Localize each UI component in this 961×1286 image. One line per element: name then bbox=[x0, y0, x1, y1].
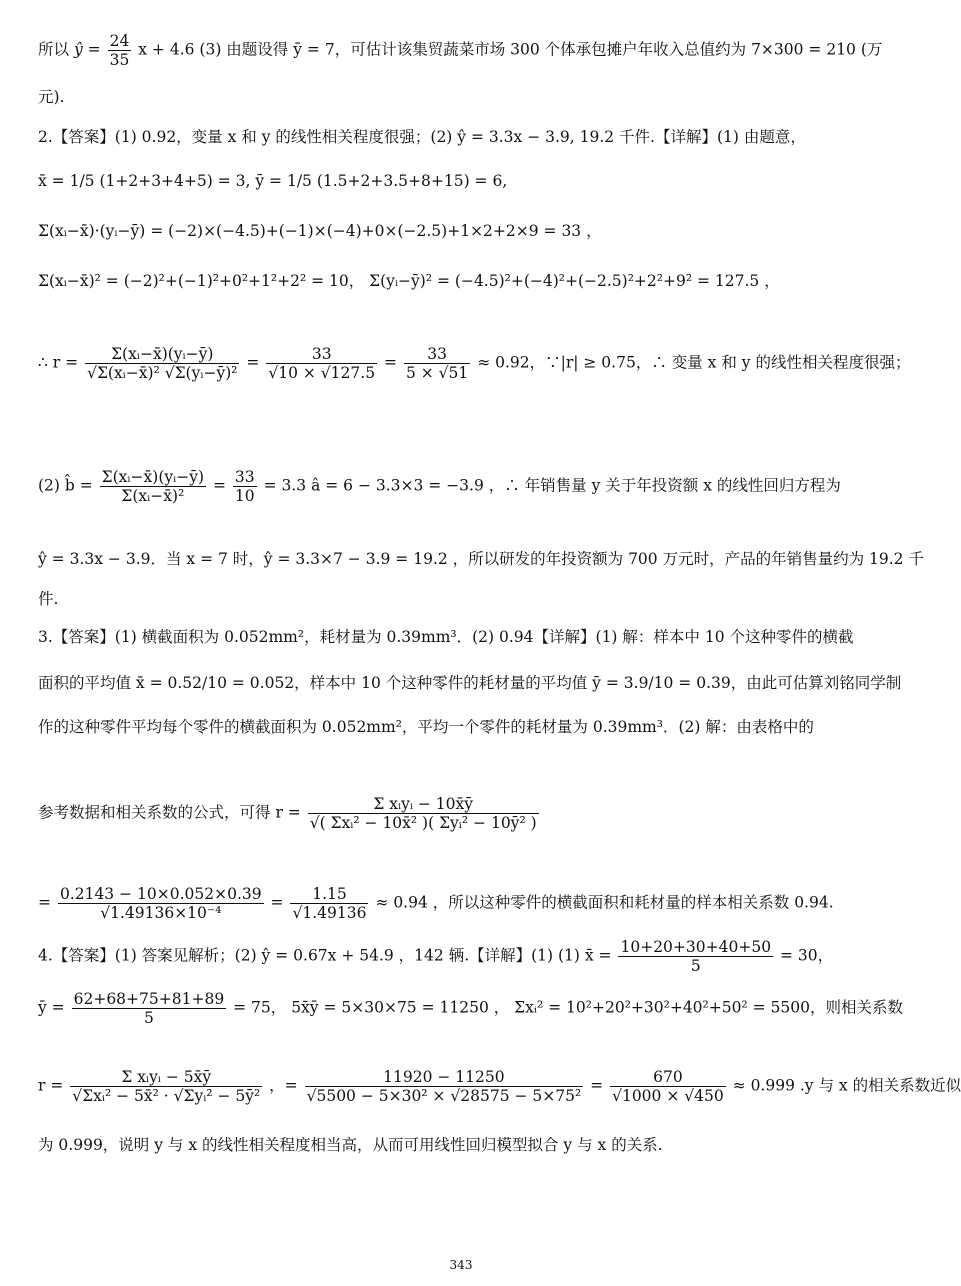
text-line: 面积的平均值 x̄ = 0.52/10 = 0.052，样本中 10 个这种零件的耗材量的平均值 ȳ = 3.9/10 = 0.39，由此可估算刘铭同学制 bbox=[38, 674, 902, 692]
fraction: $\frac{11920 - 11250}{\text{√5500 − 5×30² × √28575 − 5×75²}}$ bbox=[306, 1068, 582, 1105]
fraction: $\frac{0.2143 - 10\times 0.052\times 0.39}{\text{√1.49136×10⁻⁴}}$ bbox=[59, 885, 262, 922]
answer-2-heading: 2.【答案】(1) 0.92，变量 x 和 y 的线性相关程度很强；(2) ŷ = 3.3x − 3.9, 19.2 千件.【详解】(1) 由题意， bbox=[38, 128, 806, 146]
page-number: 343 bbox=[449, 1258, 473, 1272]
fraction: $\frac{670}{√1000 \times √450}$ bbox=[612, 1068, 724, 1105]
fraction: $\frac{\text{Σ(xᵢ−x̄)(yᵢ−ȳ)}}{\text{√Σ(xᵢ−x̄)² √Σ(yᵢ−ȳ)²}}$ bbox=[87, 345, 238, 382]
math-line: x̄ = 1/5 (1+2+3+4+5) = 3, ȳ = 1/5 (1.5+2+3.5+8+15) = 6, bbox=[38, 172, 508, 190]
text-line: 作的这种零件平均每个零件的横截面积为 0.052mm²，平均一个零件的耗材量为 0.39mm³．(2) 解：由表格中的 bbox=[38, 718, 814, 736]
text-line: 件. bbox=[38, 590, 59, 608]
fraction: $\frac{\text{Σ xᵢyᵢ − 10x̄ȳ}}{\text{√( Σxᵢ² − 10x̄² )( Σyᵢ² − 10ȳ² )}}$ bbox=[309, 795, 537, 832]
fraction: $\frac{62+68+75+81+89}{5}$ bbox=[73, 990, 225, 1027]
answer-4-heading: 4.【答案】(1) 答案见解析；(2) ŷ = 0.67x + 54.9 ，142 辆.【详解】(1) (1) x̄ = $\frac{10+20+30+40+50}{5}$ = 30， bbox=[38, 938, 834, 975]
fraction: $\frac{\text{Σ(xᵢ−x̄)(yᵢ−ȳ)}}{\text{Σ(xᵢ−x̄)²}}$ bbox=[101, 468, 205, 505]
correlation-line: r = $\frac{\text{Σ xᵢyᵢ − 5x̄ȳ}}{\text{√Σxᵢ² − 5x̄² · √Σyᵢ² − 5ȳ²}}$ ，= $\frac{11920 - 11250}{\text{√5500 − 5×30² × √28575 − 5×75²}}$ = $\frac{670}{√1000 \times √450}$ ≈ 0.999 .y 与 x 的相关系数近似 bbox=[38, 1068, 961, 1105]
answer-3-heading: 3.【答案】(1) 横截面积为 0.052mm²，耗材量为 0.39mm³．(2) 0.94【详解】(1) 解：样本中 10 个这种零件的横截 bbox=[38, 628, 854, 646]
text-line: 为 0.999，说明 y 与 x 的线性相关程度相当高，从而可用线性回归模型拟合 y 与 x 的关系. bbox=[38, 1136, 663, 1154]
formula-line: 参考数据和相关系数的公式，可得 r = $\frac{\text{Σ xᵢyᵢ − 10x̄ȳ}}{\text{√( Σxᵢ² − 10x̄² )( Σyᵢ² − 10ȳ² )}}$ bbox=[38, 795, 537, 832]
regression-coef-line: (2) b̂ = $\frac{\text{Σ(xᵢ−x̄)(yᵢ−ȳ)}}{\text{Σ(xᵢ−x̄)²}}$ = $\frac{33}{10}$ = 3.3 â = 6 − 3.3×3 = −3.9 ，∴ 年销售量 y 关于年投资额 x 的线性回归方程为 bbox=[38, 468, 841, 505]
math-line: Σ(xᵢ−x̄)² = (−2)²+(−1)²+0²+1²+2² = 10， Σ(yᵢ−ȳ)² = (−4.5)²+(−4)²+(−2.5)²+2²+9² = 127.5 ， bbox=[38, 272, 780, 290]
fraction: $\frac{33}{√10 \times √127.5}$ bbox=[268, 345, 376, 382]
correlation-line: ∴ r = $\frac{\text{Σ(xᵢ−x̄)(yᵢ−ȳ)}}{\text{√Σ(xᵢ−x̄)² √Σ(yᵢ−ȳ)²}}$ = $\frac{33}{√10 \times √127.5}$ = $\frac{33}{5 \times √51}$ ≈ 0.92，∵|r| ≥ 0.75，∴ 变量 x 和 y 的线性相关程度很强； bbox=[38, 345, 911, 382]
fraction: $\frac{33}{10}$ bbox=[234, 468, 255, 505]
fraction: $\frac{\text{Σ xᵢyᵢ − 5x̄ȳ}}{\text{√Σxᵢ² − 5x̄² · √Σyᵢ² − 5ȳ²}}$ bbox=[72, 1068, 261, 1105]
text-line: ŷ = 3.3x − 3.9．当 x = 7 时，ŷ = 3.3×7 − 3.9 = 19.2 ，所以研发的年投资额为 700 万元时，产品的年销售量约为 19.2 千 bbox=[38, 550, 924, 568]
fraction: $\frac{10+20+30+40+50}{5}$ bbox=[620, 938, 772, 975]
calculation-line: = $\frac{0.2143 - 10\times 0.052\times 0.39}{\text{√1.49136×10⁻⁴}}$ = $\frac{1.15}{√1.49136}$ ≈ 0.94 ，所以这种零件的横截面积和耗材量的样本相关系数 0.94. bbox=[38, 885, 834, 922]
fraction: $\frac{24}{35}$ bbox=[109, 32, 130, 69]
fraction: $\frac{33}{5 \times √51}$ bbox=[405, 345, 469, 382]
text-line: 所以 ŷ = $\frac{24}{35}$ x + 4.6 (3) 由题设得 ȳ = 7，可估计该集贸蔬菜市场 300 个体承包摊户年收入总值约为 7×300 = 210 (万 bbox=[38, 32, 883, 69]
text-line: 元). bbox=[38, 88, 65, 106]
math-line: Σ(xᵢ−x̄)·(yᵢ−ȳ) = (−2)×(−4.5)+(−1)×(−4)+0×(−2.5)+1×2+2×9 = 33 ， bbox=[38, 222, 602, 240]
fraction: $\frac{1.15}{√1.49136}$ bbox=[292, 885, 367, 922]
math-line: ȳ = $\frac{62+68+75+81+89}{5}$ = 75， 5x̄ȳ = 5×30×75 = 11250 ， Σxᵢ² = 10²+20²+30²+40²+50² = 5500，则相关系数 bbox=[38, 990, 903, 1027]
